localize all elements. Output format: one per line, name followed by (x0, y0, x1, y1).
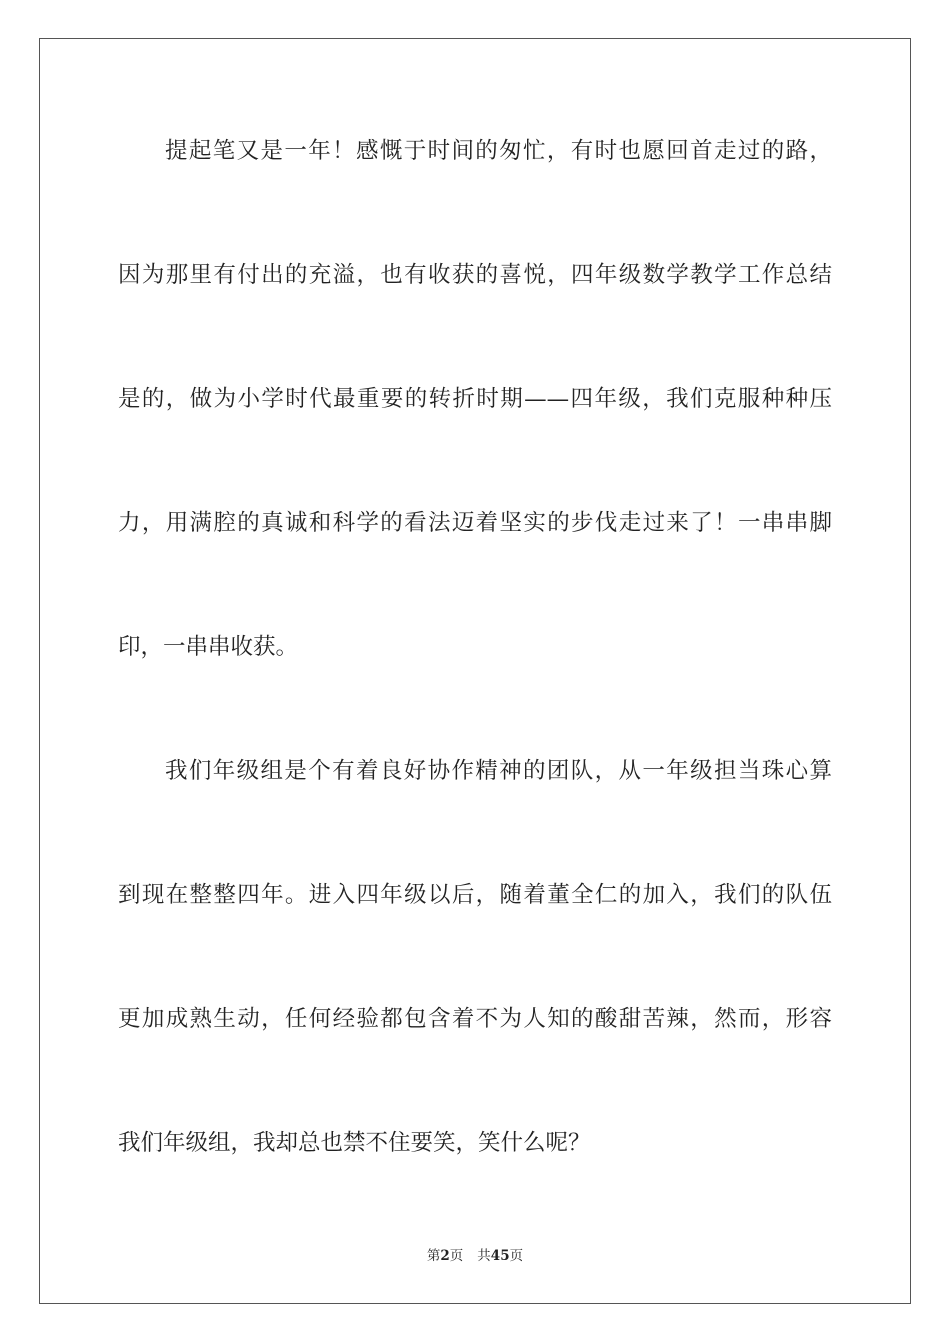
total-pages: 45 (490, 1248, 510, 1264)
page-footer (0, 1247, 950, 1265)
page-number: 2 (440, 1248, 450, 1264)
text-line: 因为那里有付出的充溢，也有收获的喜悦，四年级数学教学工作总结 (118, 262, 832, 288)
text-line: 是的，做为小学时代最重要的转折时期——四年级，我们克服种种压 (118, 386, 832, 412)
text-line: 我们年级组是个有着良好协作精神的团队，从一年级担当珠心算 (165, 758, 832, 784)
text-line: 提起笔又是一年！感慨于时间的匆忙，有时也愿回首走过的路， (165, 138, 832, 164)
page-suffix: 页 (449, 1248, 464, 1264)
text-line: 印，一串串收获。 (118, 634, 299, 660)
total-suffix: 页 (509, 1248, 524, 1264)
page-prefix: 第 (426, 1248, 441, 1264)
text-line: 到现在整整四年。进入四年级以后，随着董全仁的加入，我们的队伍 (118, 882, 832, 908)
text-line: 我们年级组，我却总也禁不住要笑，笑什么呢？ (118, 1130, 591, 1156)
text-line: 更加成熟生动，任何经验都包含着不为人知的酸甜苦辣，然而，形容 (118, 1006, 832, 1032)
total-prefix: 共 (477, 1248, 491, 1264)
text-line: 力，用满腔的真诚和科学的看法迈着坚实的步伐走过来了！一串串脚 (118, 510, 832, 536)
page-border (39, 38, 911, 1304)
